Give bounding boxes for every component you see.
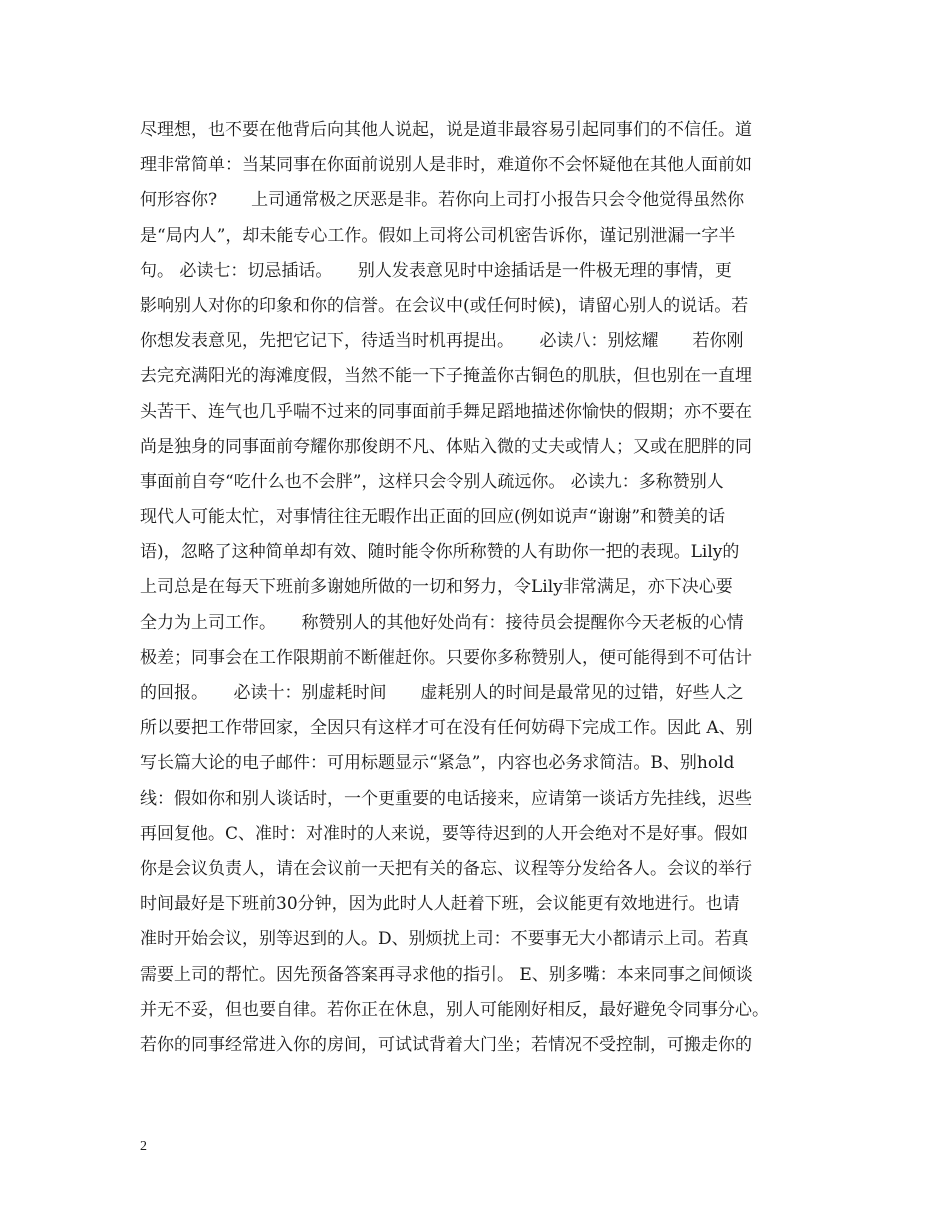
text-line: 需要上司的帮忙。因先预备答案再寻求他的指引。 E、别多嘴：本来同事之间倾谈	[140, 964, 753, 985]
text-line: 句。 必读七：切忌插话。 别人发表意见时中途插话是一件极无理的事情，更	[140, 260, 732, 281]
text-line: 去完充满阳光的海滩度假，当然不能一下子掩盖你古铜色的肌肤，但也别在一直埋	[140, 366, 752, 387]
text-line: 事面前自夸“吃什么也不会胖”，这样只会令别人疏远你。 必读九：多称赞别人	[140, 471, 724, 492]
text-line: 是“局内人”，却未能专心工作。假如上司将公司机密告诉你，谨记别泄漏一字半	[140, 225, 736, 246]
text-line: 若你的同事经常进入你的房间，可试试背着大门坐；若情况不受控制，可搬走你的	[140, 1034, 752, 1055]
text-line: 你是会议负责人，请在会议前一天把有关的备忘、议程等分发给各人。会议的举行	[140, 858, 752, 879]
text-line: 上司总是在每天下班前多谢她所做的一切和努力，令Lily非常满足，亦下决心要	[140, 577, 733, 598]
page-number: 2	[140, 1139, 147, 1154]
text-line: 尽理想，也不要在他背后向其他人说起，说是道非最容易引起同事们的不信任。道	[140, 120, 752, 140]
body-text	[140, 113, 830, 1063]
text-line: 线：假如你和别人谈话时，一个更重要的电话接来，应请第一谈话方先挂线，迟些	[140, 788, 752, 809]
text-line: 语)，忽略了这种简单却有效、随时能令你所称赞的人有助你一把的表现。Lily的	[140, 542, 740, 563]
text-line: 理非常简单：当某同事在你面前说别人是非时，难道你不会怀疑他在其他人面前如	[140, 155, 752, 176]
text-line: 时间最好是下班前30分钟，因为此时人人赶着下班，会议能更有效地进行。也请	[140, 894, 740, 915]
text-line: 并无不妥，但也要自律。若你正在休息，别人可能刚好相反，最好避免令同事分心。	[140, 999, 769, 1020]
text-line: 头苦干、连气也几乎喘不过来的同事面前手舞足蹈地描述你愉快的假期；亦不要在	[140, 401, 752, 422]
text-line: 极差；同事会在工作限期前不断催赶你。只要你多称赞别人，便可能得到不可估计	[140, 647, 752, 668]
text-line: 的回报。 必读十：别虚耗时间 虚耗别人的时间是最常见的过错，好些人之	[140, 683, 744, 703]
text-line: 再回复他。C、准时：对准时的人来说，要等待迟到的人开会绝对不是好事。假如	[140, 823, 749, 844]
text-line: 写长篇大论的电子邮件：可用标题显示“紧急”，内容也必务求简洁。B、别hold	[140, 753, 735, 774]
text-line: 准时开始会议，别等迟到的人。D、别烦扰上司：不要事无大小都请示上司。若真	[140, 929, 749, 950]
text-line: 尚是独身的同事面前夸耀你那俊朗不凡、体贴入微的丈夫或情人；又或在肥胖的同	[140, 436, 752, 457]
text-line: 全力为上司工作。 称赞别人的其他好处尚有：接待员会提醒你今天老板的心情	[140, 612, 744, 633]
text-line: 你想发表意见，先把它记下，待适当时机再提出。 必读八：别炫耀 若你刚	[140, 331, 744, 352]
text-line: 现代人可能太忙，对事情往往无暇作出正面的回应(例如说声“谢谢”和赞美的话	[140, 507, 726, 528]
text-line: 所以要把工作带回家，全因只有这样才可在没有任何妨碍下完成工作。因此 A、别	[140, 718, 753, 739]
text-line: 影响别人对你的印象和你的信誉。在会议中(或任何时候)，请留心别人的说话。若	[140, 295, 749, 316]
text-line: 何形容你? 上司通常极之厌恶是非。若你向上司打小报告只会令他觉得虽然你	[140, 190, 745, 211]
